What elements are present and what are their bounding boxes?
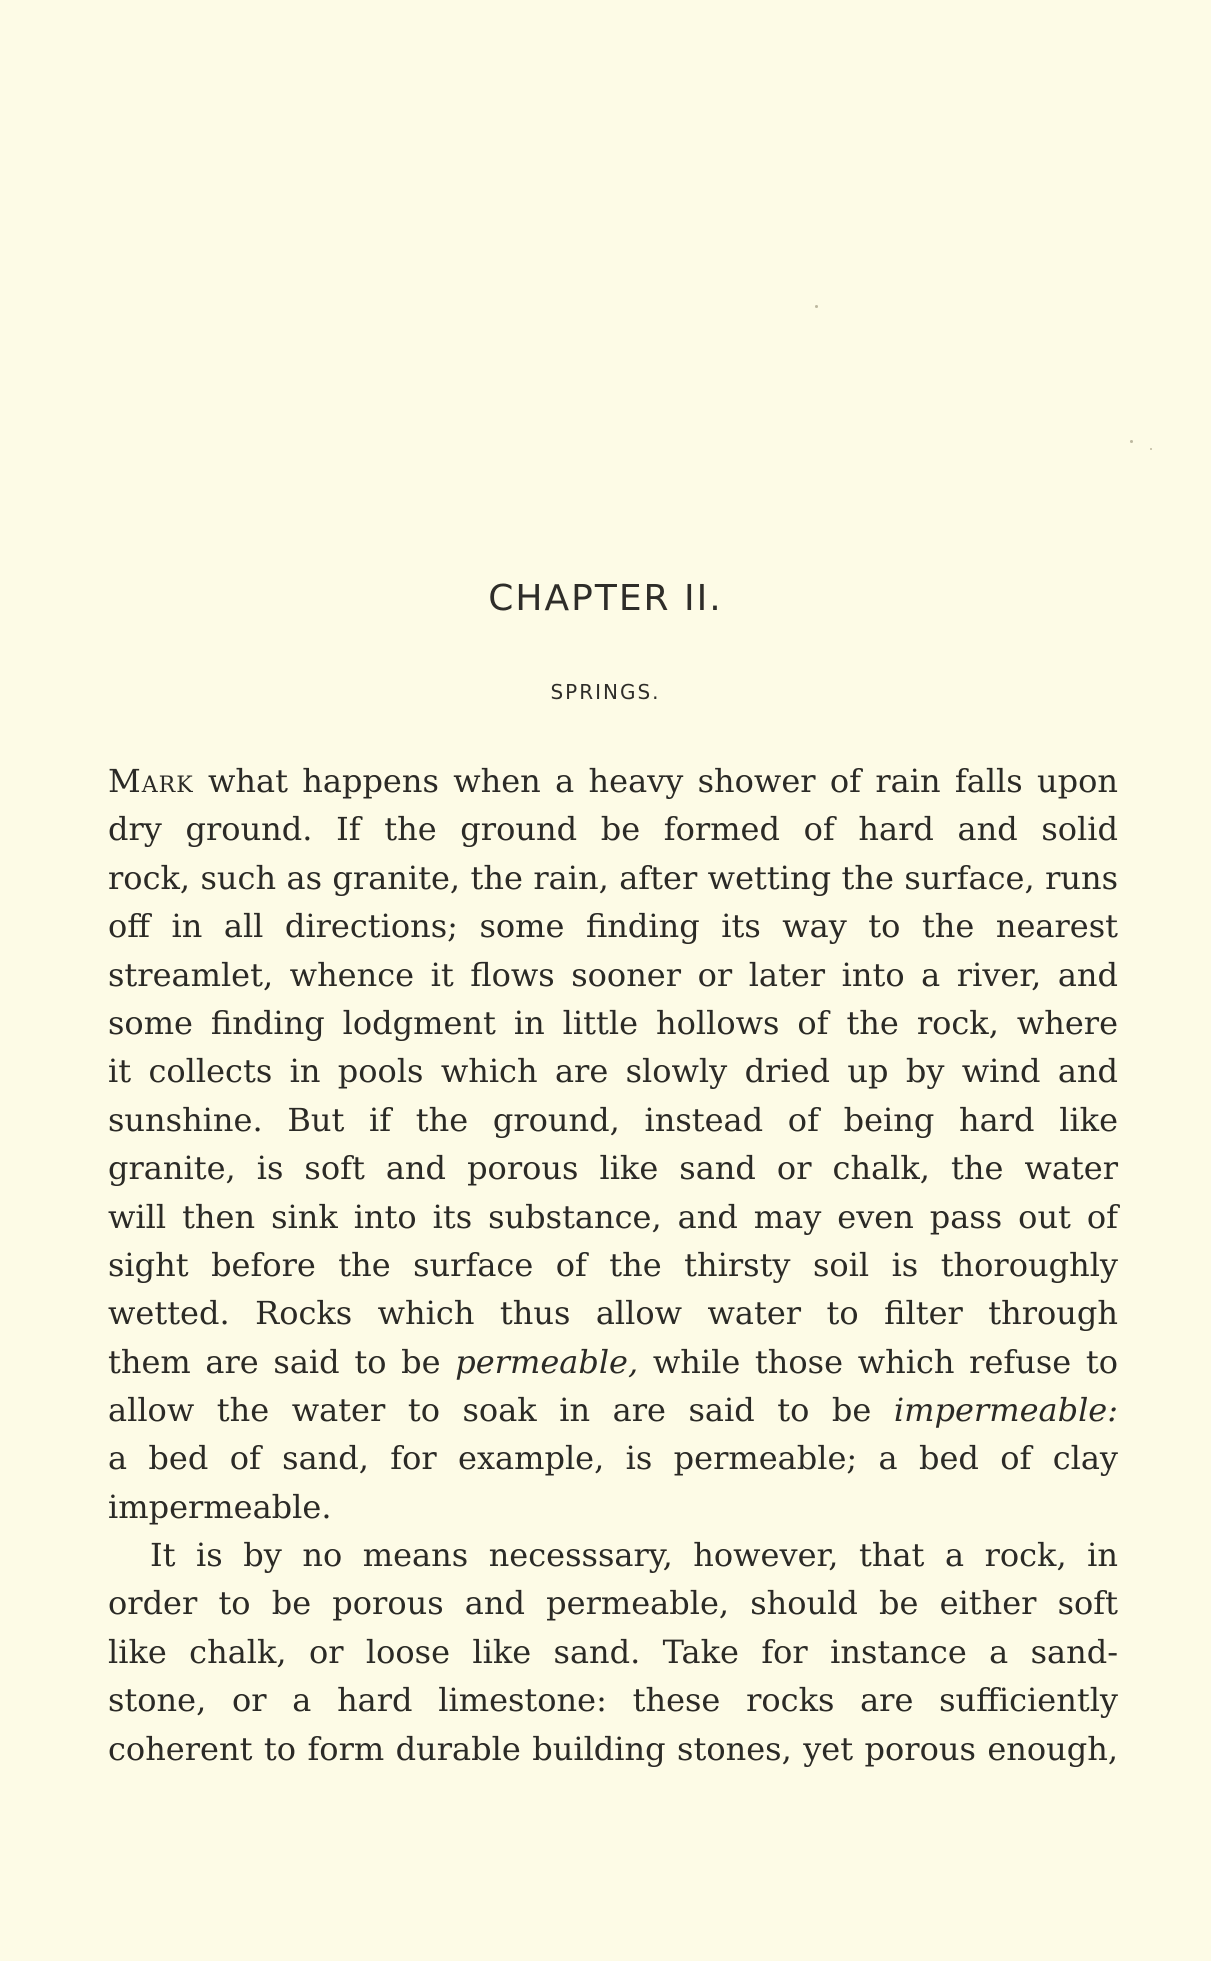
text-line: a bed of sand, for example, is permeable; a bed of clay [108,1439,1118,1478]
section-title: SPRINGS. [550,680,661,704]
text-line: Mark what happens when a heavy shower of rain falls upon [108,762,1119,800]
text-line: some finding lodgment in little hollows of the rock, where [108,1003,1118,1042]
text-line: rock, such as granite, the rain, after wetting the surface, runs [108,858,1118,897]
text-line: them are said to be permeable, while those which refuse to [108,1342,1119,1381]
text-line: granite, is soft and porous like sand or chalk, the water [108,1149,1118,1188]
text-line: impermeable. [108,1487,332,1526]
paper-speck [1130,440,1133,443]
text-line: sunshine. But if the ground, instead of being hard like [108,1100,1118,1139]
text-line: order to be porous and permeable, should be either soft [108,1584,1118,1623]
text-line: coherent to form durable building stones, yet porous enough, [108,1729,1118,1768]
text-line: dry ground. If the ground be formed of hard and solid [108,810,1118,849]
text-line: It is by no means necesssary, however, that a rock, in [150,1536,1118,1574]
paper-speck [815,305,818,308]
text-line: stone, or a hard limestone: these rocks are sufficiently [108,1681,1118,1720]
paragraph-1 [108,757,1118,1531]
text-line: it collects in pools which are slowly dried up by wind and [108,1052,1118,1091]
text-line: off in all directions; some finding its way to the nearest [108,907,1118,946]
drop-word: Mark [108,762,194,800]
text-line: like chalk, or loose like sand. Take for instance a sand- [108,1632,1118,1671]
paragraph-2 [108,1531,1118,1773]
text-line: sight before the surface of the thirsty soil is thoroughly [108,1245,1118,1284]
italic-term: impermeable: [893,1391,1119,1430]
text-line: allow the water to soak in are said to be impermeable: [108,1391,1119,1430]
chapter-title: CHAPTER II. [488,578,723,619]
text-line: will then sink into its substance, and may even pass out of [108,1197,1118,1236]
text-line: wetted. Rocks which thus allow water to filter through [108,1294,1118,1333]
paper-speck [1150,448,1152,450]
italic-term: permeable, [455,1342,639,1381]
text-line: streamlet, whence it flows sooner or later into a river, and [108,955,1118,994]
